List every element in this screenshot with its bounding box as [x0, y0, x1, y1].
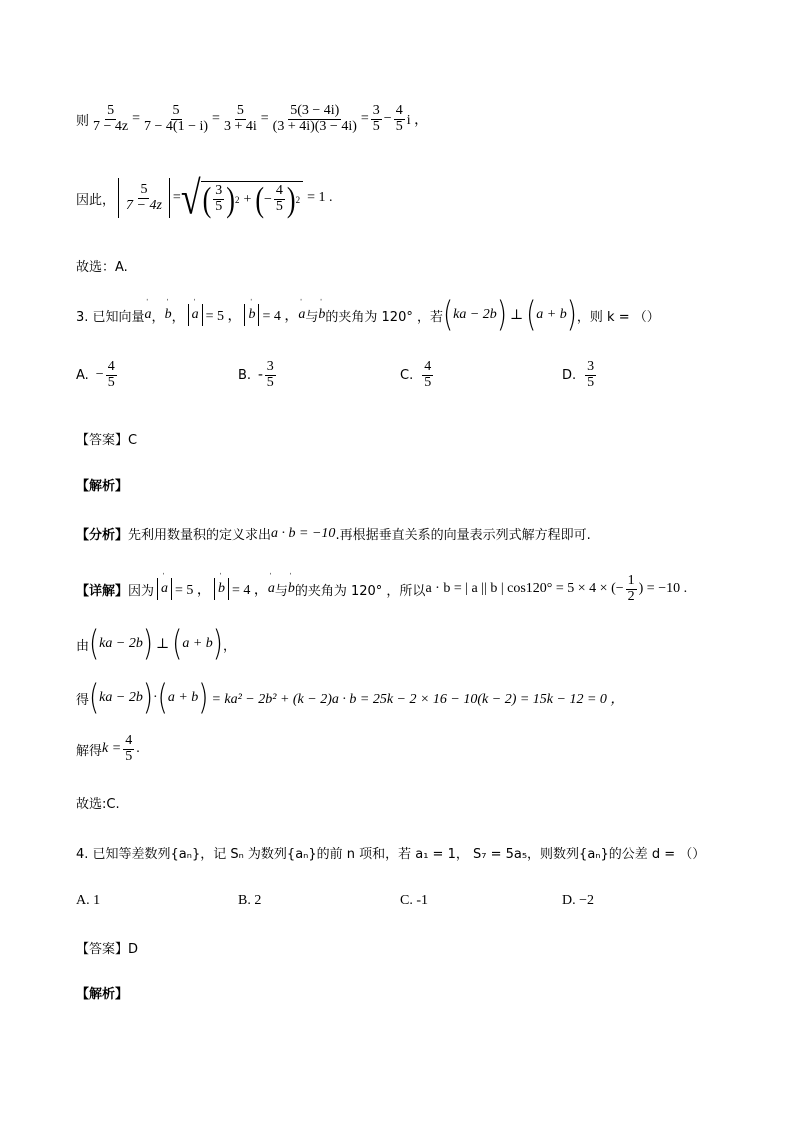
fraction: $\frac{5}{7 - 4(1 - i)}$: [144, 103, 209, 134]
analysis-heading: 【解析】: [76, 479, 129, 494]
option-b[interactable]: B. - $\frac{3}{5}$: [238, 359, 274, 390]
detail-line: 【详解】 因为 ˈ a = 5 ， ˈ b = 4 ， ˈ a 与 ˈ b 的夹角为 120° ，所以 a · b = | a || b | cos120° = 5 × 4 × (− $\frac{1}{2}$ ) = −10 .: [76, 574, 687, 604]
q4-option-c[interactable]: C. -1: [400, 893, 428, 908]
text-ze: 则: [76, 113, 90, 129]
fraction: $\frac{3}{5}$: [372, 103, 380, 134]
sqrt-expression: √ ( $\frac{3}{5}$ ) 2 + ( − $\frac{4}{5}$ ) 2: [181, 180, 303, 216]
q4-option-b[interactable]: B. 2: [238, 893, 262, 908]
fraction: $\frac{5}{7 - 4z}$: [93, 103, 129, 134]
dot-product-expansion: 得 ( ka − 2b ) · ( a + b ) = ka² − 2b² + (k − 2)a · b = 25k − 2 × 16 − 10(k − 2) = 15k − 12 = 0 ，: [76, 677, 625, 719]
q4-answer-label: 【答案】D: [76, 942, 139, 957]
question-3: 3. 已知向量 ˈ a ， ˈ b ， ˈ a = 5 ， ˈ b = 4 ， ˈ a 与 ˈ b 的夹角为 120° ，若 ( ka − 2b ) ⊥ ( a + b ) ，则 k = （）: [76, 302, 660, 328]
fraction: $\frac{5}{7 - 4z}$: [126, 181, 162, 213]
answer-choose-a: 故选：A.: [76, 260, 128, 275]
q4-option-a[interactable]: A. 1: [76, 893, 101, 908]
option-d[interactable]: D. $\frac{3}{5}$: [562, 359, 595, 390]
analysis-summary: 【分析】 先利用数量积的定义求出 a · b = −10 .再根据垂直关系的向量表示列式解方程即可.: [76, 525, 591, 543]
solution-k: 解得 k = $\frac{4}{5}$ .: [76, 733, 140, 764]
fraction: $\frac{5}{3 + 4i}$: [223, 103, 257, 134]
answer-label: 【答案】C: [76, 433, 138, 448]
option-a[interactable]: A. − $\frac{4}{5}$: [76, 359, 115, 390]
option-c[interactable]: C. $\frac{4}{5}$: [400, 359, 432, 390]
q4-analysis-heading: 【解析】: [76, 987, 129, 1002]
equation-line-2: 因此， $\frac{5}{7 - 4z}$ = √ ( $\frac{3}{5}$ ) 2 + ( − $\frac{4}{5}$ ) 2 = 1 .: [76, 172, 333, 224]
fraction: $\frac{5(3 - 4i)}{(3 + 4i)(3 - 4i)}$: [272, 103, 357, 134]
q4-option-d[interactable]: D. −2: [562, 893, 595, 908]
fraction: $\frac{4}{5}$: [395, 103, 403, 134]
question-4: 4. 已知等差数列{aₙ}，记 Sₙ 为数列{aₙ}的前 n 项和，若 a₁ = 1， S₇ = 5a₅，则数列{aₙ}的公差 d = （）: [76, 847, 706, 862]
answer-choose-c: 故选:C.: [76, 797, 120, 812]
equation-line-1: 则 $\frac{5}{7 - 4z}$ = $\frac{5}{7 - 4(1 - i)}$ = $\frac{5}{3 + 4i}$ = $\frac{5(3 - 4i)}{(3 + 4i)(3 - 4i)}$ = $\frac{3}{5}$ − $\frac{4}{5}$ i ，: [76, 103, 429, 134]
text-yinci: 因此，: [76, 192, 116, 208]
perpendicular-condition: 由 ( ka − 2b ) ⊥ ( a + b ) ，: [76, 623, 236, 665]
